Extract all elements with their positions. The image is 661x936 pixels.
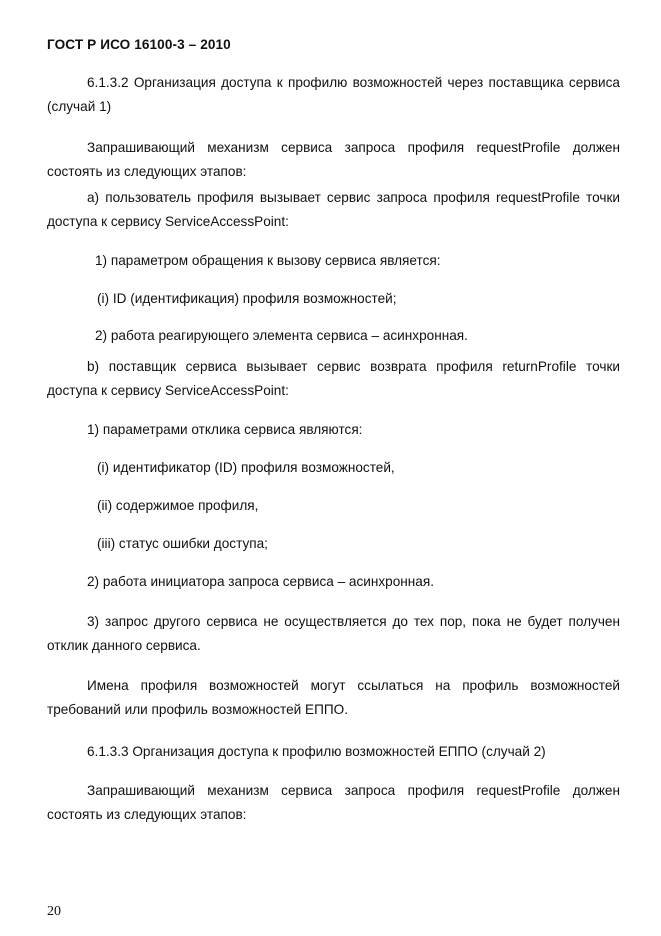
- step-a-item-1: 1) параметром обращения к вызову сервиса является:: [95, 253, 441, 268]
- step-b-item-1-iii: (iii) статус ошибки доступа;: [97, 536, 268, 551]
- names-note-paragraph: Имена профиля возможностей могут ссылаться на профиль возможностей требований или профиль возможностей ЕППО.: [47, 678, 620, 717]
- section-6-1-3-2-heading: 6.1.3.2 Организация доступа к профилю возможностей через поставщика сервиса (случай 1): [47, 75, 620, 114]
- page-number: 20: [47, 904, 61, 919]
- step-b-item-2: 2) работа инициатора запроса сервиса – асинхронная.: [87, 574, 435, 589]
- step-b-item-1: 1) параметрами отклика сервиса являются:: [87, 422, 363, 437]
- step-b-paragraph: b) поставщик сервиса вызывает сервис возврата профиля returnProfile точки доступа к сервису ServiceAccessPoint:: [47, 359, 620, 398]
- step-a-item-2: 2) работа реагирующего элемента сервиса – асинхронная.: [95, 328, 468, 343]
- intro-paragraph-2: Запрашивающий механизм сервиса запроса профиля requestProfile должен состоять из следующих этапов:: [47, 783, 620, 822]
- section-6-1-3-3-heading: 6.1.3.3 Организация доступа к профилю возможностей ЕППО (случай 2): [87, 744, 546, 759]
- intro-paragraph-1: Запрашивающий механизм сервиса запроса профиля requestProfile должен состоять из следующих этапов:: [47, 140, 620, 179]
- step-b-item-3: 3) запрос другого сервиса не осуществляется до тех пор, пока не будет получен отклик данного сервиса.: [47, 614, 620, 653]
- step-b-item-1-ii: (ii) содержимое профиля,: [97, 498, 259, 513]
- step-a-item-1-i: (i) ID (идентификация) профиля возможностей;: [97, 291, 397, 306]
- step-b-item-1-i: (i) идентификатор (ID) профиля возможностей,: [97, 460, 395, 475]
- step-a-paragraph: а) пользователь профиля вызывает сервис запроса профиля requestProfile точки доступа к сервису ServiceAccessPoint:: [47, 190, 620, 229]
- standard-header: ГОСТ Р ИСО 16100-3 – 2010: [47, 37, 231, 52]
